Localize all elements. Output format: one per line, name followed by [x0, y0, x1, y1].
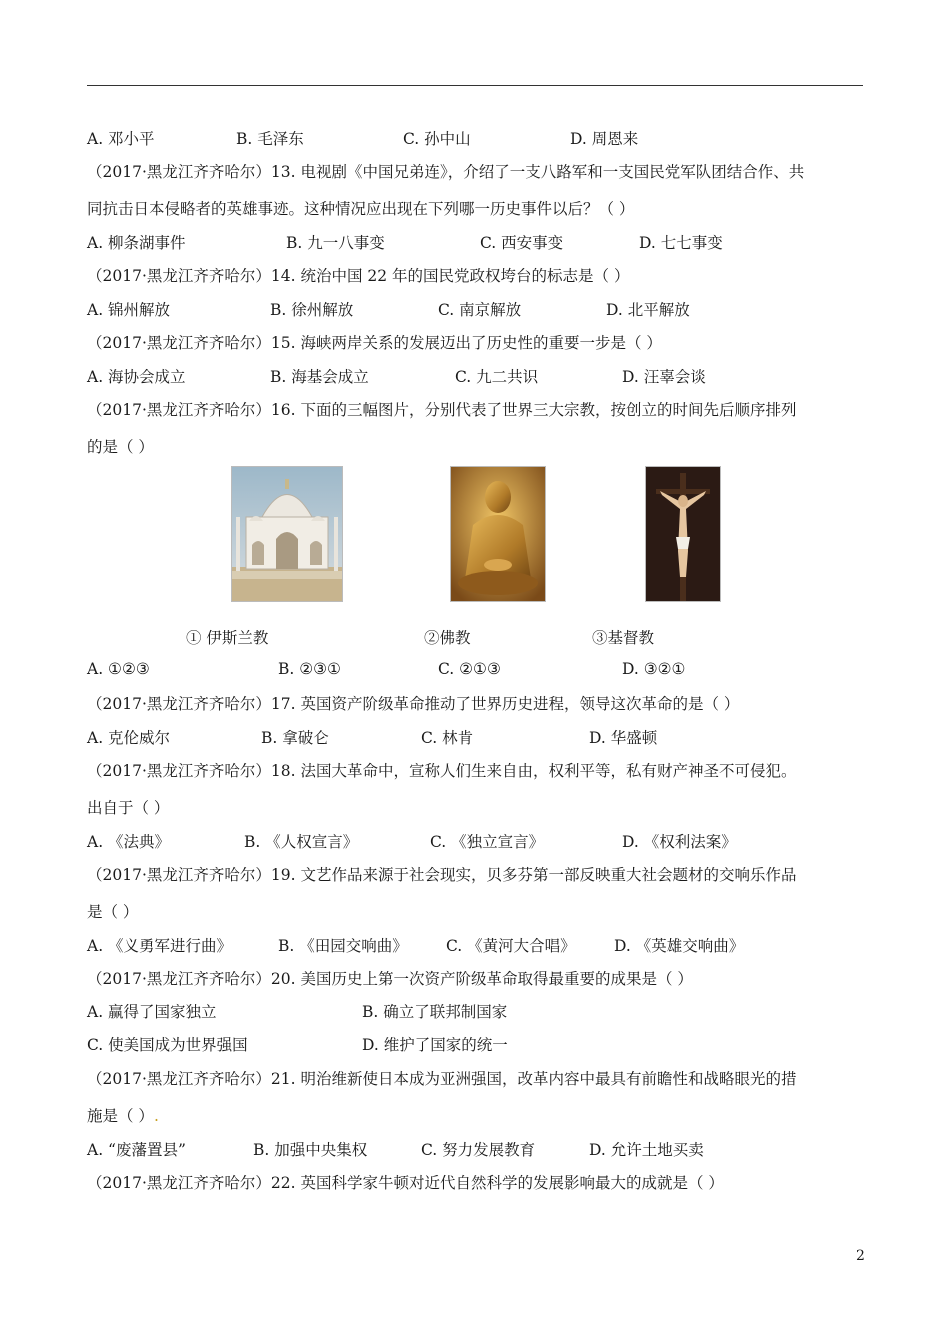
q12-option-c: C. 孙中山 [403, 130, 471, 148]
caption-buddhism: ②佛教 [424, 629, 471, 647]
q18-option-d: D. 《权利法案》 [622, 833, 737, 851]
q18-stem-line1: （2017·黑龙江齐齐哈尔）18. 法国大革命中，宣称人们生来自由，权利平等，私有财产神圣不可侵犯。 [87, 762, 797, 780]
q15-option-a: A. 海协会成立 [87, 368, 186, 386]
q13-option-c: C. 西安事变 [480, 234, 564, 252]
q14-option-b: B. 徐州解放 [270, 301, 354, 319]
q15-option-b: B. 海基会成立 [270, 368, 369, 386]
q12-option-a: A. 邓小平 [87, 130, 155, 148]
q17-option-d: D. 华盛顿 [589, 729, 658, 747]
q13-option-a: A. 柳条湖事件 [87, 234, 186, 252]
q13-option-d: D. 七七事变 [639, 234, 723, 252]
q17-stem: （2017·黑龙江齐齐哈尔）17. 英国资产阶级革命推动了世界历史进程，领导这次革命的是（ ） [87, 695, 740, 713]
q14-option-c: C. 南京解放 [438, 301, 522, 319]
header-rule [87, 85, 863, 86]
q21-option-c: C. 努力发展教育 [421, 1141, 536, 1159]
taj-mahal-image [231, 466, 343, 602]
q13-option-b: B. 九一八事变 [286, 234, 385, 252]
q14-stem: （2017·黑龙江齐齐哈尔）14. 统治中国 22 年的国民党政权垮台的标志是（ ） [87, 267, 630, 285]
q19-option-a: A. 《义勇军进行曲》 [87, 937, 233, 955]
q16-option-b: B. ②③① [278, 660, 341, 678]
q15-stem: （2017·黑龙江齐齐哈尔）15. 海峡两岸关系的发展迈出了历史性的重要一步是（ ） [87, 334, 662, 352]
q21-option-a: A. “废藩置县” [87, 1141, 186, 1159]
caption-christianity: ③基督教 [592, 629, 655, 647]
q19-stem-line1: （2017·黑龙江齐齐哈尔）19. 文艺作品来源于社会现实，贝多芬第一部反映重大社会题材的交响乐作品 [87, 866, 797, 884]
q13-stem-line2: 同抗击日本侵略者的英雄事迹。这种情况应出现在下列哪一历史事件以后？（ ） [87, 200, 635, 218]
q18-option-b: B. 《人权宣言》 [244, 833, 359, 851]
q20-option-c: C. 使美国成为世界强国 [87, 1036, 248, 1054]
q15-option-c: C. 九二共识 [455, 368, 539, 386]
q21-stem-line2-wrap [87, 1104, 159, 1126]
q21-stem-line1: （2017·黑龙江齐齐哈尔）21. 明治维新使日本成为亚洲强国，改革内容中最具有前瞻性和战略眼光的措 [87, 1070, 797, 1088]
q16-stem-line1: （2017·黑龙江齐齐哈尔）16. 下面的三幅图片，分别代表了世界三大宗教，按创立的时间先后顺序排列 [87, 401, 797, 419]
q16-stem-line2: 的是（ ） [87, 438, 154, 456]
q22-stem: （2017·黑龙江齐齐哈尔）22. 英国科学家牛顿对近代自然科学的发展影响最大的成就是（ ） [87, 1174, 724, 1192]
q21-option-d: D. 允许土地买卖 [589, 1141, 704, 1159]
q14-option-d: D. 北平解放 [606, 301, 690, 319]
q17-option-c: C. 林肯 [421, 729, 474, 747]
q13-stem-line1: （2017·黑龙江齐齐哈尔）13. 电视剧《中国兄弟连》，介绍了一支八路军和一支国民党军队团结合作、共 [87, 163, 805, 181]
buddha-statue-image [450, 466, 546, 602]
q12-option-b: B. 毛泽东 [236, 130, 304, 148]
q17-option-b: B. 拿破仑 [261, 729, 329, 747]
q18-option-c: C. 《独立宣言》 [430, 833, 545, 851]
q17-option-a: A. 克伦威尔 [87, 729, 171, 747]
q18-option-a: A. 《法典》 [87, 833, 171, 851]
q19-option-d: D. 《英雄交响曲》 [614, 937, 745, 955]
q15-option-d: D. 汪辜会谈 [622, 368, 706, 386]
q14-option-a: A. 锦州解放 [87, 301, 171, 319]
q12-option-d: D. 周恩来 [570, 130, 639, 148]
q19-option-b: B. 《田园交响曲》 [278, 937, 408, 955]
q20-option-d: D. 维护了国家的统一 [362, 1036, 508, 1054]
q21-option-b: B. 加强中央集权 [253, 1141, 368, 1159]
q20-stem: （2017·黑龙江齐齐哈尔）20. 美国历史上第一次资产阶级革命取得最重要的成果是（ ） [87, 970, 693, 988]
q18-stem-line2: 出自于（ ） [87, 799, 170, 817]
q21-stem-line2: 施是（ ） [87, 1107, 154, 1125]
crucifixion-painting-image [645, 466, 721, 602]
q20-option-a: A. 赢得了国家独立 [87, 1003, 217, 1021]
q21-mark: . [153, 1107, 159, 1125]
q20-option-b: B. 确立了联邦制国家 [362, 1003, 508, 1021]
caption-islam: ① 伊斯兰教 [186, 629, 269, 647]
q19-option-c: C. 《黄河大合唱》 [446, 937, 576, 955]
q19-stem-line2: 是（ ） [87, 903, 139, 921]
q16-option-d: D. ③②① [622, 660, 686, 678]
q16-option-a: A. ①②③ [87, 660, 150, 678]
q16-option-c: C. ②①③ [438, 660, 501, 678]
page-number: 2 [856, 1248, 865, 1264]
